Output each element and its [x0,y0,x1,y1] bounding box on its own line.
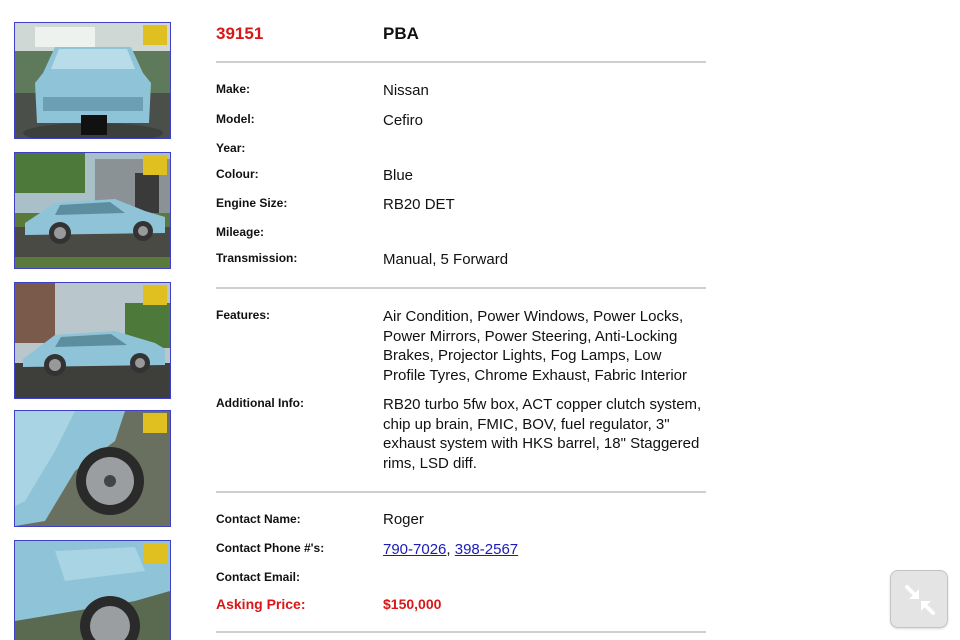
listing-id: 39151 [216,24,264,43]
features-value: Air Condition, Power Windows, Power Locks, Power Mirrors, Power Steering, Anti-Locking Brakes, Projector Lights, Fog Lamps, Low Profile Tyres, Chrome Exhaust, Fabric Interior [383,308,687,384]
thumbnail-photo-4[interactable] [14,410,171,527]
car-front-photo [15,23,170,138]
features-label: Features: [216,308,271,322]
car-side-photo [15,153,170,268]
additional-info-value: RB20 turbo 5fw box, ACT copper clutch system, chip up brain, FMIC, BOV, fuel regulator, 3" exhaust system with HKS barrel, 18" Staggered rims, LSD diff. [383,396,702,472]
make-label: Make: [216,82,251,96]
divider [216,287,706,289]
make-value: Nissan [383,82,429,99]
car-street-photo [15,283,170,398]
model-label: Model: [216,112,255,126]
car-wheel-photo [15,411,170,526]
thumbnail-photo-3[interactable] [14,282,171,399]
model-value: Cefiro [383,112,424,129]
contact-email-label: Contact Email: [216,570,301,584]
colour-value: Blue [383,167,414,184]
colour-label: Colour: [216,167,259,181]
phone-link-2[interactable]: 398-2567 [454,541,519,558]
mileage-label: Mileage: [216,225,265,239]
contact-phone-label: Contact Phone #'s: [216,541,325,555]
contact-name-label: Contact Name: [216,512,301,526]
transmission-value: Manual, 5 Forward [383,251,509,268]
divider [216,61,706,63]
exit-fullscreen-icon [891,571,949,629]
engine-label: Engine Size: [216,196,288,210]
contact-phone-values [383,540,518,560]
phone-separator: , [446,541,451,558]
engine-value: RB20 DET [383,196,455,213]
transmission-label: Transmission: [216,251,298,265]
thumbnail-photo-5[interactable] [14,540,171,640]
divider [216,491,706,493]
divider [216,631,706,633]
listing-type: PBA [383,24,419,43]
thumbnail-photo-1[interactable] [14,22,171,139]
phone-link-1[interactable]: 790-7026 [383,541,447,558]
exit-fullscreen-button[interactable] [890,570,948,628]
asking-price-value: $150,000 [383,596,442,612]
thumbnail-photo-2[interactable] [14,152,171,269]
contact-name-value: Roger [383,511,424,528]
car-rear-photo [15,541,170,640]
asking-price-label: Asking Price: [216,596,306,612]
additional-info-label: Additional Info: [216,396,304,410]
year-label: Year: [216,141,246,155]
